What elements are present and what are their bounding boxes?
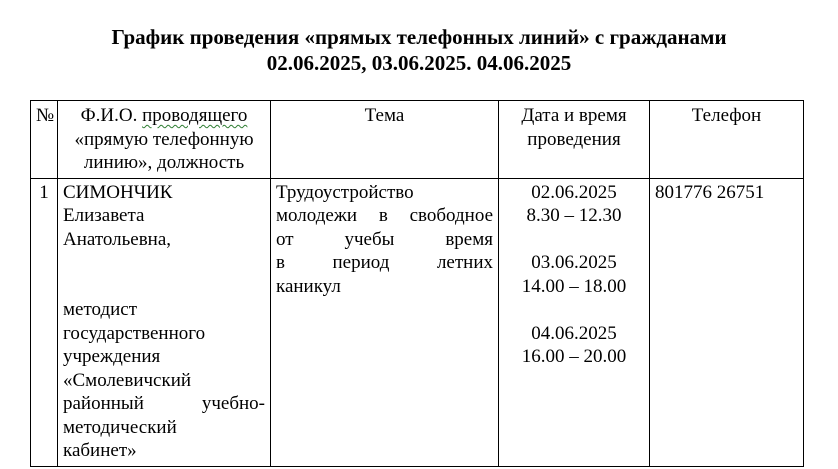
time-range: 14.00 – 18.00	[521, 275, 627, 297]
header-name-line-1	[63, 104, 265, 128]
header-row	[31, 101, 804, 179]
row-name-cell	[58, 178, 271, 466]
header-name-underlined-word: проводящего	[142, 105, 248, 126]
header-date	[499, 101, 650, 179]
date-value: 04.06.2025	[531, 322, 617, 344]
row-num-cell: 1	[31, 178, 58, 466]
row-topic-cell	[271, 178, 499, 466]
header-num: №	[31, 101, 58, 179]
date-group	[504, 322, 644, 369]
date-value: 02.06.2025	[531, 181, 617, 203]
header-name-fio: Ф.И.О.	[80, 105, 138, 126]
position-line: «Смолевичский	[63, 369, 192, 391]
first-name: Елизавета	[63, 205, 145, 226]
header-date-line-2: проведения	[527, 128, 621, 150]
topic-line: от учебы время	[276, 228, 493, 250]
header-name-line-3: линию», должность	[83, 152, 245, 173]
date-group	[504, 181, 644, 228]
date-group	[504, 251, 644, 298]
row-phone-cell: 801776 26751	[650, 178, 804, 466]
topic-line: Трудоустройство	[276, 181, 414, 203]
header-name-line-2: «прямую телефонную	[74, 128, 254, 150]
name-block	[63, 181, 265, 463]
position-line: учреждения	[63, 346, 161, 367]
header-date-line-1: Дата и время	[521, 105, 627, 126]
time-range: 8.30 – 12.30	[526, 205, 622, 226]
position-line: кабинет»	[63, 440, 137, 461]
header-name	[58, 101, 271, 179]
date-value: 03.06.2025	[531, 252, 617, 273]
patronymic: Анатольевна,	[63, 228, 172, 250]
document-title	[0, 24, 838, 76]
time-range: 16.00 – 20.00	[521, 346, 627, 367]
position-line: методист	[63, 299, 138, 320]
name-spacer	[63, 251, 265, 298]
row-date-cell	[499, 178, 650, 466]
position-line: государственного	[63, 322, 206, 344]
schedule-table	[30, 100, 804, 467]
title-line-1: График проведения «прямых телефонных линий» с гражданами	[111, 25, 727, 49]
position-line: районный учебно-	[63, 393, 265, 414]
topic-line: молодежи в свободное	[276, 205, 493, 226]
title-line-2: 02.06.2025, 03.06.2025. 04.06.2025	[266, 51, 572, 75]
topic-line: в период летних	[276, 252, 493, 273]
topic-line: каникул	[276, 275, 341, 297]
header-phone: Телефон	[650, 101, 804, 179]
table-header	[31, 101, 804, 179]
surname: СИМОНЧИК	[63, 181, 173, 203]
table-body	[31, 178, 804, 466]
header-topic: Тема	[271, 101, 499, 179]
position-line: методический	[63, 416, 177, 438]
table-row	[31, 178, 804, 466]
